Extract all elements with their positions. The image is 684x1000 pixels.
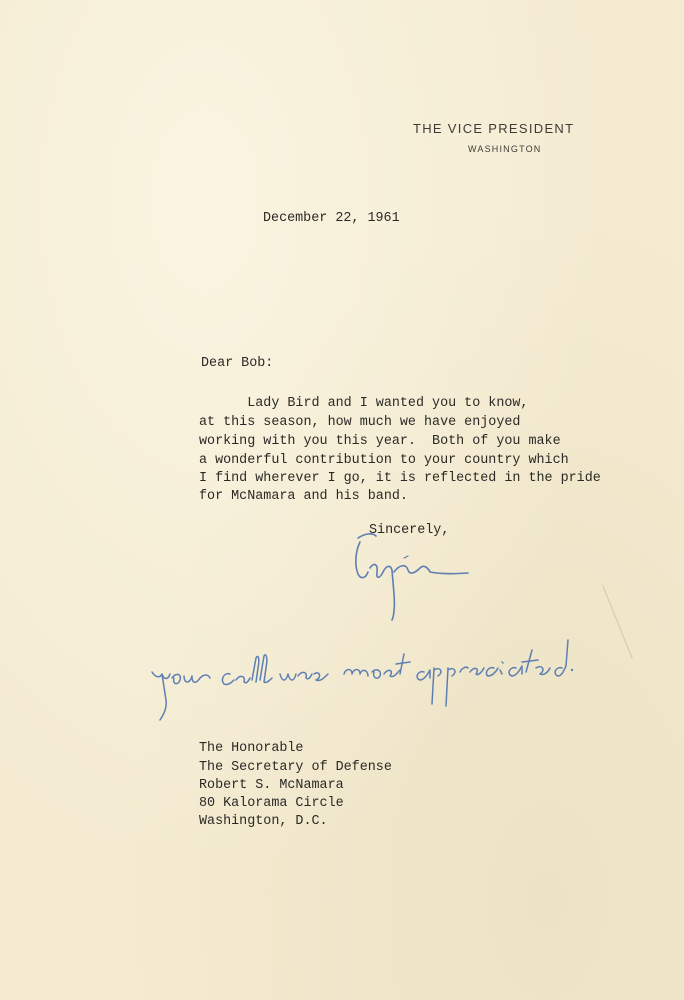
handwritten-note-text xyxy=(0,0,1,1)
body-line: at this season, how much we have enjoyed xyxy=(199,415,521,430)
recipient-line: The Secretary of Defense xyxy=(199,760,392,775)
body-line: Lady Bird and I wanted you to know, xyxy=(199,396,529,411)
salutation: Dear Bob: xyxy=(201,356,274,371)
body-line: I find wherever I go, it is reflected in the pride xyxy=(199,471,601,486)
body-line: a wonderful contribution to your country which xyxy=(199,453,569,468)
letterhead-title: THE VICE PRESIDENT xyxy=(413,121,575,136)
signature xyxy=(350,528,480,628)
body-line: working with you this year. Both of you make xyxy=(199,434,561,449)
recipient-line: The Honorable xyxy=(199,741,304,756)
recipient-line: 80 Kalorama Circle xyxy=(199,796,344,811)
letter-date: December 22, 1961 xyxy=(263,211,400,226)
paper-crease xyxy=(602,585,633,660)
closing: Sincerely, xyxy=(369,523,450,538)
recipient-line: Robert S. McNamara xyxy=(199,778,344,793)
handwritten-note xyxy=(148,628,578,728)
letterhead-city: WASHINGTON xyxy=(468,144,542,154)
recipient-line: Washington, D.C. xyxy=(199,814,328,829)
body-line: for McNamara and his band. xyxy=(199,489,408,504)
signature-text xyxy=(0,0,1,1)
